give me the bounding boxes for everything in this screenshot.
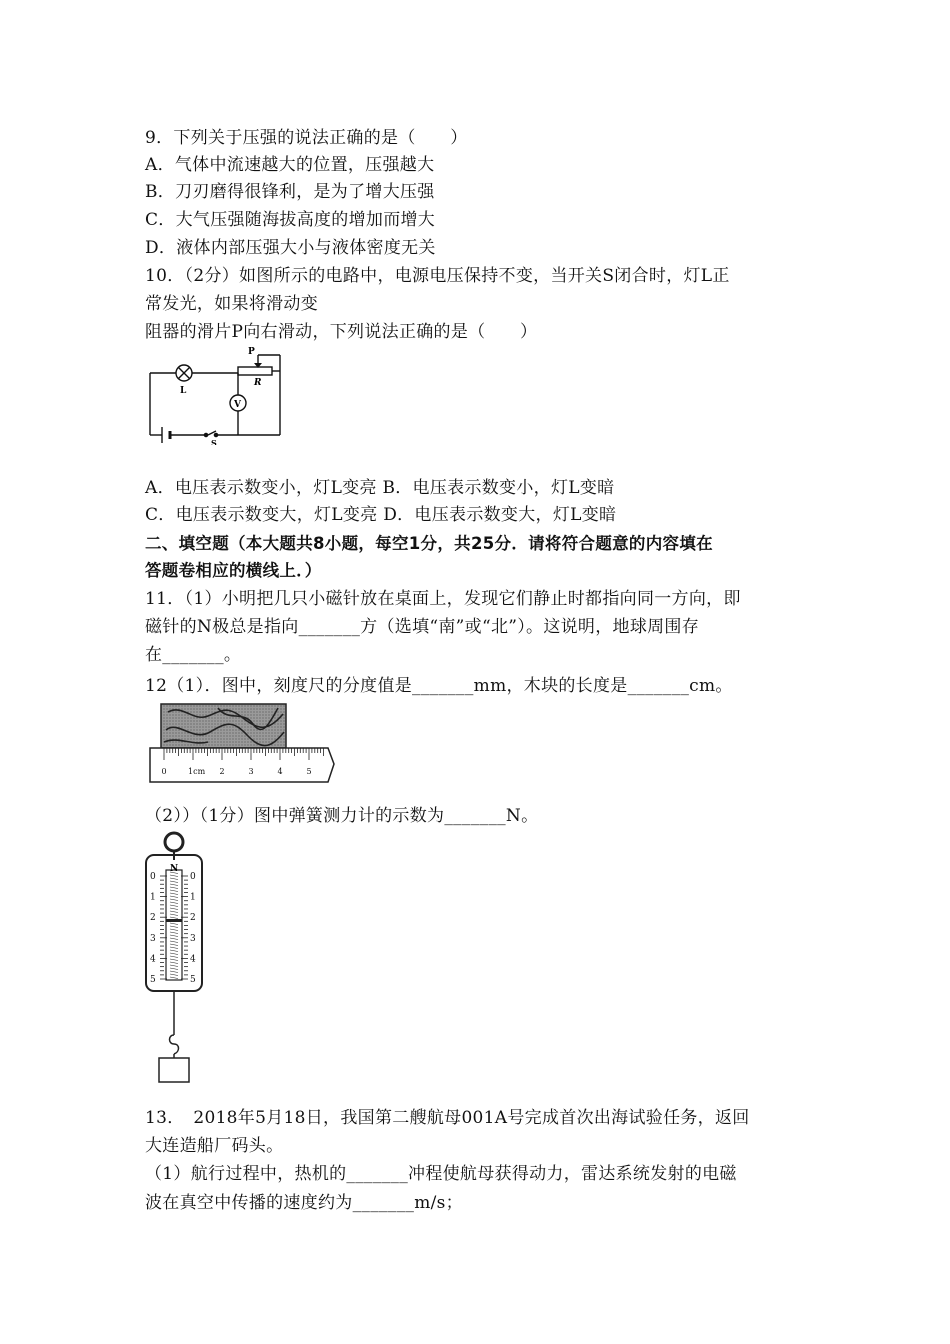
rheostat-label: R (254, 378, 262, 388)
scale-label-right: 0 (190, 872, 196, 882)
spring-scale-figure (140, 830, 210, 1088)
spring-coil (170, 962, 178, 964)
spring-coil (170, 887, 178, 889)
spring-coil (170, 944, 178, 946)
spring-coil (170, 917, 178, 919)
q10-stem-line1: 10．（2分）如图所示的电路中，电源电压保持不变，当开关S闭合时，灯L正 (145, 266, 730, 286)
spring-coil (170, 959, 178, 961)
ruler-label: 5 (306, 767, 312, 776)
spring-coil (170, 941, 178, 943)
q12-line2: （2））（1分）图中弹簧测力计的示数为_______N。 (145, 806, 539, 826)
q10-stem-line2: 常发光，如果将滑动变 (145, 294, 318, 314)
spring-coil (170, 908, 178, 910)
q9-option-a: A．气体中流速越大的位置，压强越大 (145, 155, 435, 175)
spring-coil (170, 956, 178, 958)
scale-label-left: 1 (150, 892, 156, 903)
spring-coil (170, 932, 178, 934)
spring-coil (170, 935, 178, 937)
switch-label: S (211, 438, 217, 445)
q10-options-row1: A．电压表示数变小，灯L变亮 B．电压表示数变小，灯L变暗 (145, 478, 615, 498)
spring-coil (170, 875, 178, 877)
spring-coil (170, 926, 178, 928)
scale-label-left: 3 (150, 933, 156, 944)
q11-line3: 在_______。 (145, 645, 242, 665)
circuit-diagram (140, 345, 290, 445)
voltmeter-label: V (234, 400, 241, 410)
ruler-figure (148, 702, 343, 787)
scale-label-right: 4 (190, 954, 196, 965)
section2-heading-line1: 二、填空题（本大题共8小题，每空1分，共25分．请将符合题意的内容填在 (145, 534, 713, 553)
spring-coil (170, 953, 178, 955)
ruler-label: 4 (277, 767, 283, 776)
scale-label-right: 3 (190, 933, 196, 944)
q13-line4: 波在真空中传播的速度约为_______m/s； (145, 1193, 463, 1213)
ruler-label: 2 (219, 767, 225, 776)
spring-coil (170, 884, 178, 886)
scale-label-right: 2 (190, 913, 196, 924)
spring-coil (170, 968, 178, 970)
spring-coil (170, 911, 178, 913)
q9-option-d: D．液体内部压强大小与液体密度无关 (145, 238, 436, 258)
spring-coil (170, 896, 178, 898)
spring-coil (170, 947, 178, 949)
scale-pointer (166, 919, 182, 922)
q9-stem: 9．下列关于压强的说法正确的是（ ） (145, 128, 468, 148)
scale-label-left: 2 (150, 913, 156, 924)
q13-line3: （1）航行过程中，热机的_______冲程使航母获得动力，雷达系统发射的电磁 (145, 1164, 737, 1184)
spring-coil (170, 938, 178, 940)
scale-label-right: 5 (190, 975, 196, 985)
q9-option-c: C．大气压强随海拔高度的增加而增大 (145, 210, 436, 230)
spring-coil (170, 893, 178, 895)
spring-coil (170, 878, 178, 880)
spring-coil (170, 923, 178, 925)
q13-line2: 大连造船厂码头。 (145, 1136, 284, 1156)
q11-line1: 11．（1）小明把几只小磁针放在桌面上，发现它们静止时都指向同一方向，即 (145, 589, 741, 609)
q12-line1: 12（1）．图中，刻度尺的分度值是_______mm，木块的长度是_______cm。 (145, 676, 733, 696)
spring-coil (170, 890, 178, 892)
ruler-label: 3 (248, 767, 254, 776)
spring-coil (170, 977, 178, 979)
q13-line1: 13． 2018年5月18日，我国第二艘航母001A号完成首次出海试验任务，返回 (145, 1108, 750, 1128)
q10-stem-line3: 阻器的滑片P向右滑动，下列说法正确的是（ ） (145, 322, 538, 342)
spring-coil (170, 965, 178, 967)
scale-label-right: 1 (190, 892, 196, 903)
scale-label-left: 4 (150, 954, 156, 965)
spring-coil (170, 914, 178, 916)
section2-heading-line2: 答题卷相应的横线上．） (145, 561, 322, 580)
ruler-label: 0 (161, 767, 167, 776)
scale-label-left: 5 (150, 975, 156, 985)
spring-coil (170, 971, 178, 973)
spring-coil (170, 899, 178, 901)
spring-coil (170, 902, 178, 904)
slider-label: P (248, 347, 255, 357)
scale-label-left: 0 (150, 872, 156, 882)
spring-coil (170, 905, 178, 907)
spring-coil (170, 974, 178, 976)
spring-coil (170, 950, 178, 952)
ruler-label: 1cm (188, 767, 206, 776)
spring-coil (170, 929, 178, 931)
spring-coil (170, 881, 178, 883)
q10-options-row2: C．电压表示数变大，灯L变亮 D．电压表示数变大，灯L变暗 (145, 505, 617, 525)
q9-option-b: B．刀刃磨得很锋利，是为了增大压强 (145, 182, 435, 202)
scale-unit-label: N (170, 864, 179, 874)
lamp-label: L (180, 386, 187, 396)
q11-line2: 磁针的N极总是指向_______方（选填“南”或“北”）。这说明，地球周围存 (145, 617, 700, 637)
